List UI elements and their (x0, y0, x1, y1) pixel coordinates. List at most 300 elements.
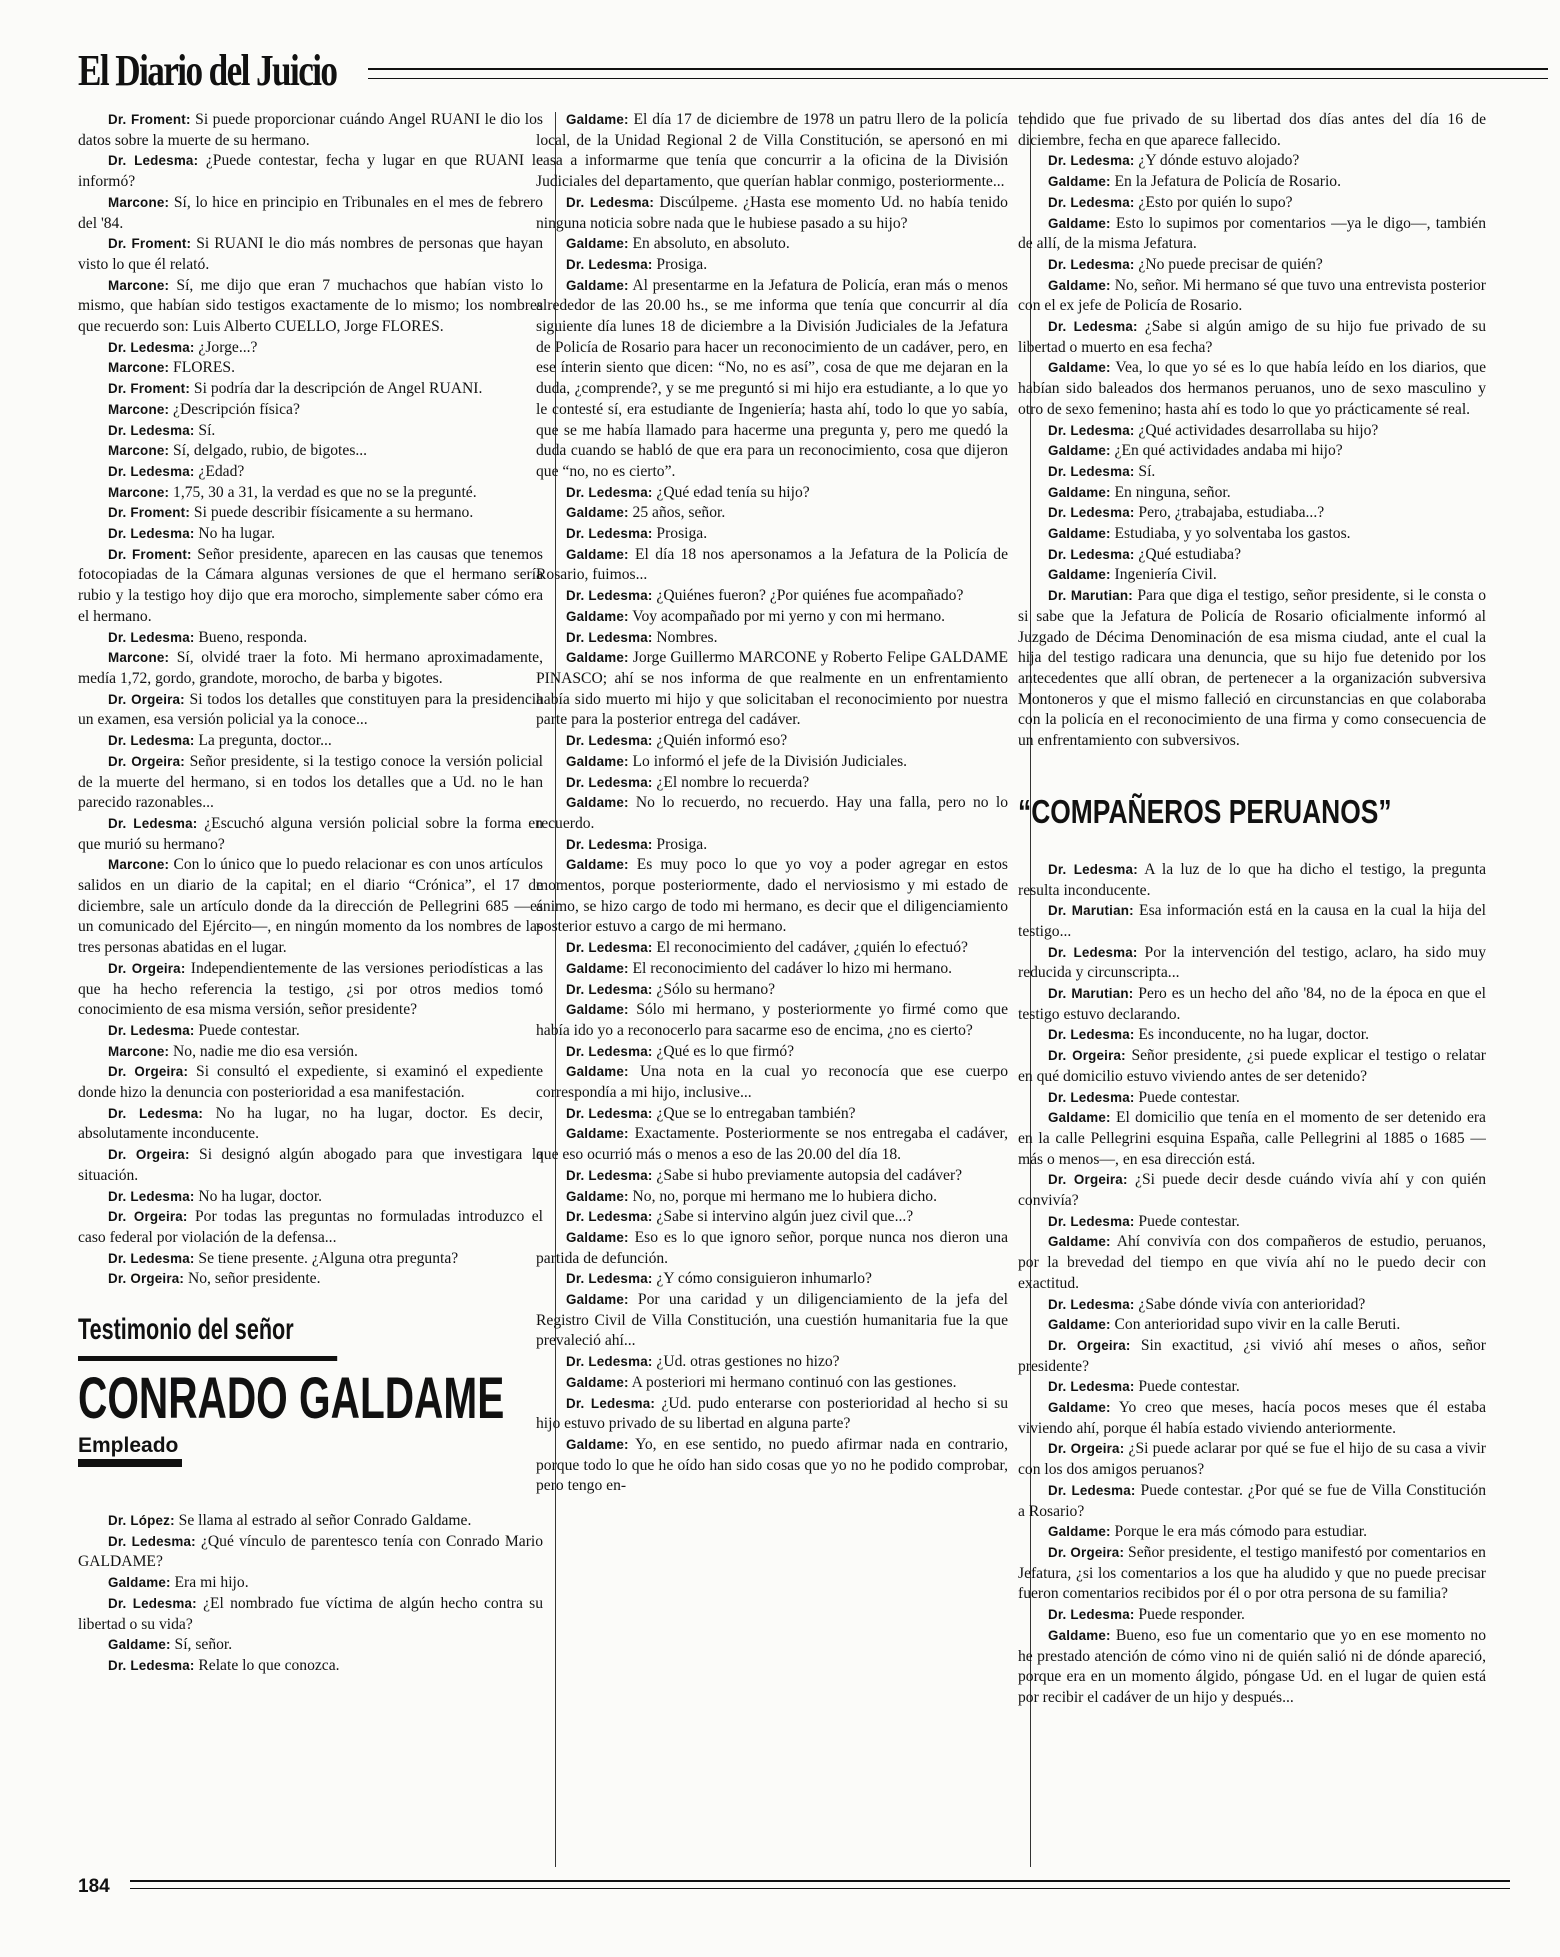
speaker-name: Dr. Orgeira: (1048, 1172, 1128, 1188)
dialogue-line (78, 1269, 543, 1290)
speaker-name: Dr. Ledesma: (108, 463, 195, 479)
dialogue-line (1018, 214, 1486, 255)
dialogue-line (536, 1435, 1008, 1497)
dialogue-text: No, nadie me dio esa versión. (173, 1042, 358, 1060)
dialogue-text: Prosiga. (656, 835, 708, 853)
dialogue-text: Jorge Guillermo MARCONE y Roberto Felipe GALDAME PINASCO; ahí se nos informa de que realmente en un enfrentamiento había sido muerto mi hijo y que solicitaban el reconocimiento por nuestra parte para la posterior entrega del cadáver. (536, 649, 1008, 729)
dialogue-line (78, 483, 543, 504)
dialogue-line (536, 1352, 1008, 1373)
dialogue-text: Por la intervención del testigo, aclaro, ha sido muy reducida y circunscripta... (1018, 943, 1486, 982)
speaker-name: Galdame: (566, 1374, 629, 1390)
dialogue-text: Si todos los detalles que constituyen para la presidencia un examen, esa versión policial ya la conoce... (78, 690, 543, 729)
dialogue-line (536, 110, 1008, 193)
speaker-name: Dr. Ledesma: (108, 1105, 204, 1121)
dialogue-line (1018, 462, 1486, 483)
dialogue-line (1018, 545, 1486, 566)
speaker-name: Dr. Ledesma: (566, 940, 653, 956)
dialogue-line (536, 1269, 1008, 1290)
dialogue-line (78, 110, 543, 151)
dialogue-line (78, 752, 543, 814)
dialogue-text: Señor presidente, ¿si puede explicar el testigo o relatar en qué domicilio estuvo viviendo antes de ser detenido? (1018, 1047, 1486, 1085)
dialogue-line (536, 1000, 1008, 1041)
speaker-name: Galdame: (1048, 215, 1111, 231)
footer-rule (130, 1880, 1510, 1882)
dialogue-line (78, 1062, 543, 1103)
col3b-dialogue (1018, 860, 1486, 1709)
dialogue-text: ¿Sabe si intervino algún juez civil que...? (656, 1208, 914, 1226)
speaker-name: Galdame: (566, 1437, 629, 1452)
dialogue-text: Era mi hijo. (174, 1574, 249, 1592)
masthead (78, 46, 1548, 96)
speaker-name: Dr. Orgeira: (108, 960, 186, 976)
speaker-name: Galdame: (566, 236, 629, 252)
dialogue-text: Puede contestar. (1138, 1212, 1240, 1230)
dialogue-text: No, señor presidente. (187, 1270, 321, 1288)
dialogue-text: A posteriori mi hermano continuó con las gestiones. (631, 1373, 957, 1391)
speaker-name: Dr. Ledesma: (108, 815, 198, 831)
speaker-name: Galdame: (1048, 360, 1111, 376)
dialogue-text: ¿Ud. pudo enterarse con posterioridad al hecho si su hijo estuvo privado de su libertad en alguna parte? (536, 1394, 1008, 1433)
dialogue-text: ¿Qué actividades desarrollaba su hijo? (1138, 421, 1379, 439)
speaker-name: Dr. Ledesma: (566, 836, 653, 852)
dialogue-text: Si designó algún abogado para que investigara la situación. (78, 1146, 543, 1184)
dialogue-text: Bueno, responda. (198, 628, 308, 646)
dialogue-line (536, 1394, 1008, 1435)
dialogue-line (536, 234, 1008, 255)
dialogue-text: Ahí convivía con dos compañeros de estudio, peruanos, por la brevedad del tiempo en que vivía ahí no le puedo decir con exactitud. (1018, 1233, 1486, 1292)
speaker-name: Dr. Orgeira: (108, 1209, 188, 1225)
dialogue-line (536, 1104, 1008, 1125)
dialogue-text: El domicilio que tenía en el momento de ser detenido era en la calle Pellegrini esquina España, calle Pellegrini al 1885 o 1685 —más o menos—, en esa dirección está. (1018, 1109, 1486, 1168)
dialogue-line (1018, 1626, 1486, 1709)
speaker-name: Dr. Marutian: (1048, 986, 1134, 1002)
col1b-dialogue (78, 1511, 543, 1677)
speaker-name: Galdame: (1048, 443, 1111, 459)
dialogue-text: El día 17 de diciembre de 1978 un patru llero de la policía local, de la Unidad Regional 2 de Villa Constitución, se apersonó en mi casa a informarme que tenía que concurrir a la oficina de la División Judiciales del departamento, que querían hablar conmigo, posteriormente... (536, 111, 1008, 191)
dialogue-text: El reconocimiento del cadáver lo hizo mi hermano. (632, 959, 953, 977)
speaker-name: Dr. Ledesma: (1048, 1027, 1135, 1043)
dialogue-line (1018, 1398, 1486, 1439)
dialogue-line (536, 855, 1008, 938)
dialogue-line (78, 648, 543, 689)
speaker-name: Galdame: (566, 1229, 629, 1245)
dialogue-text: ¿Qué edad tenía su hijo? (656, 483, 810, 501)
dialogue-text: La pregunta, doctor... (198, 732, 332, 750)
dialogue-line (536, 1042, 1008, 1063)
speaker-name: Galdame: (1048, 1317, 1111, 1333)
speaker-name: Dr. Ledesma: (566, 526, 653, 542)
dialogue-text: Señor presidente, el testigo manifestó por comentarios en Jefatura, ¿si los comentarios a los que ha aludido y que no puede precisar fueron comentarios recibidos por él o por otra persona de su familia? (1018, 1544, 1486, 1603)
dialogue-line (1018, 1439, 1486, 1480)
dialogue-line (536, 980, 1008, 1001)
speaker-name: Dr. Froment: (108, 236, 192, 252)
dialogue-text: ¿Jorge...? (198, 338, 258, 356)
speaker-name: Galdame: (108, 1637, 171, 1653)
speaker-name: Dr. Ledesma: (108, 1533, 196, 1549)
dialogue-line (1018, 901, 1486, 942)
speaker-name: Dr. Ledesma: (108, 1188, 195, 1204)
speaker-name: Galdame: (108, 1575, 171, 1591)
speaker-name: Dr. Ledesma: (1048, 319, 1138, 335)
dialogue-text: Lo informó el jefe de la División Judiciales. (632, 752, 908, 770)
dialogue-text: El día 18 nos apersonamos a la Jefatura de la Policía de Rosario, fuimos... (536, 545, 1008, 584)
speaker-name: Dr. Ledesma: (1048, 546, 1135, 562)
dialogue-line (536, 938, 1008, 959)
speaker-name: Galdame: (566, 546, 629, 562)
speaker-name: Dr. Ledesma: (566, 1271, 653, 1287)
dialogue-text: No, señor. Mi hermano sé que tuvo una entrevista posterior con el ex jefe de Policía de Rosario. (1018, 276, 1486, 315)
dialogue-text: Si puede describir físicamente a su hermano. (193, 504, 474, 522)
col2-dialogue (536, 110, 1008, 1497)
dialogue-text: ¿Si puede aclarar por qué se fue el hijo de su casa a vivir con los dos amigos peruanos? (1018, 1440, 1486, 1479)
dialogue-text: ¿En qué actividades andaba mi hijo? (1114, 442, 1343, 460)
dialogue-line (1018, 1605, 1486, 1626)
dialogue-line (536, 193, 1008, 234)
dialogue-text: Es inconducente, no ha lugar, doctor. (1138, 1026, 1370, 1044)
speaker-name: Dr. Orgeira: (1048, 1441, 1125, 1457)
dialogue-text: ¿Esto por quién lo supo? (1138, 193, 1293, 211)
dialogue-line (78, 1042, 543, 1063)
dialogue-text: En ninguna, señor. (1114, 483, 1231, 501)
col3-dialogue (1018, 110, 1486, 752)
dialogue-line (1018, 1088, 1486, 1109)
dialogue-line (78, 731, 543, 752)
speaker-name: Dr. Ledesma: (566, 1395, 656, 1411)
dialogue-text: No ha lugar, doctor. (198, 1187, 323, 1205)
dialogue-line (1018, 483, 1486, 504)
dialogue-line (78, 234, 543, 275)
dialogue-text: En absoluto, en absoluto. (632, 235, 790, 253)
speaker-name: Dr. Ledesma: (108, 1658, 195, 1673)
speaker-name: Galdame: (1048, 1524, 1111, 1540)
speaker-name: Dr. Ledesma: (566, 256, 653, 272)
dialogue-line (1018, 441, 1486, 462)
speaker-name: Galdame: (566, 650, 629, 666)
dialogue-line (536, 483, 1008, 504)
speaker-name: Dr. Orgeira: (1048, 1048, 1126, 1064)
dialogue-line (536, 1373, 1008, 1394)
dialogue-text: Porque le era más cómodo para estudiar. (1114, 1523, 1367, 1541)
speaker-name: Dr. Ledesma: (566, 1043, 653, 1059)
dialogue-line (1018, 524, 1486, 545)
dialogue-text: ¿Edad? (198, 462, 245, 480)
dialogue-line (1018, 503, 1486, 524)
dialogue-line (1018, 984, 1486, 1025)
dialogue-line (536, 524, 1008, 545)
section-subhead: “COMPAÑEROS PERUANOS” (1018, 792, 1392, 830)
dialogue-line (78, 1104, 543, 1145)
dialogue-line (78, 1145, 543, 1186)
dialogue-text: Yo, en ese sentido, no puedo afirmar nada en contrario, porque todo lo que he oído han sido cosas que yo no he podido comprobar, pero tengo en- (536, 1436, 1008, 1495)
dialogue-line (78, 1511, 543, 1532)
speaker-name: Dr. Ledesma: (566, 981, 653, 997)
dialogue-line (1018, 358, 1486, 420)
speaker-name: Dr. Orgeira: (1048, 1337, 1131, 1353)
speaker-name: Dr. Ledesma: (108, 1022, 195, 1038)
speaker-name: Marcone: (108, 360, 170, 376)
dialogue-line (1018, 1170, 1486, 1211)
speaker-name: Galdame: (566, 1002, 629, 1018)
dialogue-line (1018, 255, 1486, 276)
dialogue-text: Exactamente. Posteriormente se nos entregaba el cadáver, que eso ocurrió más o menos a eso de las 20.00 del día 18. (536, 1125, 1008, 1164)
dialogue-line (78, 462, 543, 483)
dialogue-line (78, 1573, 543, 1594)
dialogue-line (536, 731, 1008, 752)
dialogue-text: Sí. (1138, 462, 1156, 480)
speaker-name: Dr. Ledesma: (1048, 256, 1135, 272)
speaker-name: Dr. Ledesma: (1048, 153, 1135, 169)
speaker-name: Marcone: (108, 484, 170, 500)
speaker-name: Galdame: (1048, 174, 1111, 190)
dialogue-text: No ha lugar, no ha lugar, doctor. Es decir, absolutamente inconducente. (78, 1104, 543, 1143)
speaker-name: Dr. Ledesma: (1048, 944, 1138, 960)
speaker-name: Dr. Ledesma: (1048, 861, 1138, 877)
dialogue-text: No ha lugar. (198, 525, 276, 543)
dialogue-line (536, 1166, 1008, 1187)
dialogue-line (78, 193, 543, 234)
dialogue-text: ¿Sabe si algún amigo de su hijo fue privado de su libertad o muerto en esa fecha? (1018, 318, 1486, 356)
speaker-name: Dr. Ledesma: (1048, 422, 1135, 438)
dialogue-line (78, 151, 543, 192)
speaker-name: Marcone: (108, 1043, 170, 1059)
col1-dialogue (78, 110, 543, 1290)
dialogue-text: Sí, señor. (174, 1636, 233, 1654)
speaker-name: Dr. Ledesma: (1048, 1482, 1136, 1498)
dialogue-text: Señor presidente, aparecen en las causas que tenemos fotocopiadas de la Cámara algunas versiones de que el hermano sería rubio y la testigo hoy dijo que era morocho, simplemente saber cómo era el hermano. (78, 545, 543, 625)
dialogue-line (78, 1656, 543, 1677)
dialogue-line (1018, 1025, 1486, 1046)
speaker-name: Dr. Ledesma: (1048, 1296, 1135, 1312)
dialogue-text: ¿Y cómo consiguieron inhumarlo? (656, 1270, 872, 1288)
speaker-name: Galdame: (1048, 1627, 1111, 1643)
dialogue-text: Sí, me dijo que eran 7 muchachos que habían visto lo mismo, que habían sido testigos exactamente de lo mismo; los nombres que recuerdo son: Luis Alberto CUELLO, Jorge FLORES. (78, 276, 543, 336)
speaker-name: Dr. Orgeira: (108, 753, 185, 769)
speaker-name: Galdame: (566, 753, 629, 769)
dialogue-line (78, 1207, 543, 1248)
speaker-name: Galdame: (566, 960, 629, 976)
dialogue-text: No lo recuerdo, no recuerdo. Hay una falla, pero no lo recuerdo. (536, 794, 1008, 832)
dialogue-line (1018, 565, 1486, 586)
speaker-name: Dr. Marutian: (1048, 588, 1133, 604)
dialogue-line (536, 648, 1008, 731)
speaker-name: Dr. Ledesma: (1048, 505, 1135, 521)
dialogue-text: Vea, lo que yo sé es lo que había leído en los diarios, que habían sido baleados dos hermanos peruanos, uno de sexo masculino y otro de sexo femenino; hasta ahí es todo lo que yo prácticamente sé real. (1018, 359, 1486, 418)
speaker-name: Dr. Marutian: (1048, 903, 1134, 919)
speaker-name: Dr. Orgeira: (108, 1147, 190, 1163)
dialogue-text: 25 años, señor. (632, 504, 726, 522)
dialogue-line (78, 524, 543, 545)
dialogue-line (1018, 943, 1486, 984)
masthead-rule-thin (368, 78, 1548, 79)
speaker-name: Dr. Ledesma: (108, 629, 195, 645)
dialogue-line (536, 276, 1008, 483)
speaker-name: Galdame: (566, 608, 629, 624)
speaker-name: Dr. López: (108, 1513, 175, 1529)
speaker-name: Dr. Ledesma: (566, 588, 653, 604)
speaker-name: Dr. Ledesma: (566, 484, 653, 500)
speaker-name: Dr. Ledesma: (1048, 1089, 1135, 1105)
dialogue-text: Independientemente de las versiones periodísticas a las que ha hecho referencia la testigo, ¿si por otros medios tomó conocimiento de esa misma versión, señor presidente? (78, 959, 543, 1019)
masthead-rule (368, 68, 1548, 70)
speaker-name: Galdame: (566, 505, 629, 521)
dialogue-text: Si puede proporcionar cuándo Angel RUANI le dio los datos sobre la muerte de su hermano. (78, 111, 543, 149)
dialogue-line (1018, 172, 1486, 193)
dialogue-line (78, 503, 543, 524)
speaker-name: Dr. Froment: (108, 505, 191, 521)
speaker-name: Galdame: (566, 112, 629, 127)
dialogue-line (1018, 1108, 1486, 1170)
speaker-name: Galdame: (1048, 1400, 1111, 1416)
masthead-title: El Diario del Juicio (78, 46, 337, 95)
dialogue-text: En la Jefatura de Policía de Rosario. (1114, 173, 1341, 191)
dialogue-line (536, 503, 1008, 524)
dialogue-line (536, 1187, 1008, 1208)
dialogue-line (1018, 1543, 1486, 1605)
dialogue-line (78, 1594, 543, 1635)
dialogue-text: ¿Y dónde estuvo alojado? (1138, 152, 1300, 170)
dialogue-text: Eso es lo que ignoro señor, porque nunca nos dieron una partida de defunción. (536, 1228, 1008, 1267)
dialogue-text: Relate lo que conozca. (198, 1657, 340, 1674)
speaker-name: Dr. Ledesma: (566, 1167, 653, 1183)
dialogue-line (1018, 1377, 1486, 1398)
dialogue-line (536, 959, 1008, 980)
dialogue-text: ¿Puede contestar, fecha y lugar en que RUANI le informó? (78, 152, 543, 191)
dialogue-text: Si RUANI le dio más nombres de personas que hayan visto lo que él relató. (78, 235, 543, 273)
dialogue-text: Sólo mi hermano, y posteriormente yo firmé como que había ido yo a reconocerlo para sacarme eso de encima, ¿no es cierto? (536, 1001, 1008, 1039)
dialogue-text: Con anterioridad supo vivir en la calle Beruti. (1114, 1316, 1401, 1334)
dialogue-text: Si consultó el expediente, si examinó el expediente donde hizo la denuncia con posterioridad a esa manifestación. (78, 1063, 543, 1102)
speaker-name: Dr. Ledesma: (1048, 1607, 1135, 1623)
dialogue-text: Sí, lo hice en principio en Tribunales en el mes de febrero del '84. (78, 193, 543, 232)
dialogue-line (78, 379, 543, 400)
speaker-name: Marcone: (108, 194, 170, 210)
dialogue-line (536, 1207, 1008, 1228)
speaker-name: Marcone: (108, 401, 170, 417)
dialogue-text: Ingeniería Civil. (1114, 566, 1217, 584)
dialogue-line (536, 628, 1008, 649)
dialogue-text: Para que diga el testigo, señor presidente, si le consta o si sabe que la Jefatura de Policía de Rosario oficialmente informó al Juzgado de Décima Denominación de esa misma ciudad, ante el cual la hija del testigo radicara una denuncia, que su hijo fue detenido por los antecedentes que allí obran, de pertenecer a la organización subversiva Montoneros y que el mismo falleció en circunstancias en que colaboraba con la policía en el reconocimiento de una firma y como consecuencia de un enfrentamiento con subversivos. (1018, 587, 1486, 750)
dialogue-line (78, 338, 543, 359)
dialogue-text: ¿Si puede decir desde cuándo vivía ahí y con quién convivía? (1018, 1171, 1486, 1210)
speaker-name: Dr. Orgeira: (108, 1271, 185, 1287)
speaker-name: Galdame: (1048, 277, 1111, 293)
dialogue-line (1018, 860, 1486, 901)
dialogue-text: ¿El nombre lo recuerda? (656, 773, 810, 791)
dialogue-text: A la luz de lo que ha dicho el testigo, la pregunta resulta inconducente. (1018, 860, 1486, 899)
dialogue-line (1018, 1046, 1486, 1087)
dialogue-text: Una nota en la cual yo reconocía que ese cuerpo correspondía a mi hijo, inclusive... (536, 1063, 1008, 1102)
dialogue-text: Puede responder. (1138, 1606, 1245, 1624)
dialogue-text: Sí. (198, 421, 216, 439)
dialogue-text: Prosiga. (656, 525, 708, 543)
speaker-name: Galdame: (566, 1188, 629, 1204)
dialogue-text: ¿Quién informó eso? (656, 732, 788, 750)
dialogue-text: ¿Ud. otras gestiones no hizo? (656, 1353, 840, 1371)
dialogue-line (78, 1021, 543, 1042)
dialogue-line (78, 1635, 543, 1656)
dialogue-line (1018, 1315, 1486, 1336)
speaker-name: Dr. Ledesma: (566, 194, 654, 210)
dialogue-text: El reconocimiento del cadáver, ¿quién lo efectuó? (656, 939, 968, 957)
dialogue-text: Puede contestar. (1138, 1378, 1240, 1396)
speaker-name: Galdame: (1048, 567, 1111, 583)
dialogue-text: Nombres. (656, 628, 718, 646)
dialogue-line (1018, 1295, 1486, 1316)
dialogue-text: 1,75, 30 a 31, la verdad es que no se la pregunté. (173, 483, 477, 501)
speaker-name: Dr. Ledesma: (566, 1354, 653, 1370)
dialogue-text: Puede contestar. ¿Por qué se fue de Villa Constitución a Rosario? (1018, 1481, 1486, 1520)
speaker-name: Dr. Ledesma: (108, 526, 195, 542)
dialogue-text: Esa información está en la causa en la cual la hija del testigo... (1018, 902, 1486, 940)
footer-rule-thin (130, 1888, 1510, 1889)
dialogue-line (1018, 317, 1486, 358)
speaker-name: Dr. Ledesma: (1048, 194, 1135, 210)
dialogue-line (536, 1124, 1008, 1165)
dialogue-line (78, 358, 543, 379)
dialogue-text: Se tiene presente. ¿Alguna otra pregunta? (198, 1249, 459, 1267)
dialogue-text: ¿Qué vínculo de parentesco tenía con Conrado Mario GALDAME? (78, 1532, 543, 1571)
dialogue-line (78, 400, 543, 421)
speaker-name: Dr. Ledesma: (1048, 463, 1135, 479)
speaker-name: Dr. Ledesma: (566, 1105, 653, 1121)
dialogue-text: Prosiga. (656, 255, 708, 273)
dialogue-text: Voy acompañado por mi yerno y con mi hermano. (632, 607, 946, 625)
speaker-name: Dr. Ledesma: (108, 733, 195, 749)
dialogue-line (78, 276, 543, 338)
dialogue-text: ¿No puede precisar de quién? (1138, 255, 1323, 273)
dialogue-line (536, 1062, 1008, 1103)
dialogue-line (536, 773, 1008, 794)
dialogue-text: Bueno, eso fue un comentario que yo en ese momento no he prestado atención de cómo vino ni de quién salió ni de dónde apareció, porque era en un momento álgido, póngase Ud. en el lugar de quien está por recibir el cadáver de un hijo y después... (1018, 1626, 1486, 1706)
speaker-name: Galdame: (1048, 1234, 1111, 1250)
dialogue-text: Con lo único que lo puedo relacionar es con unos artículos salidos en un diario de la capital; en el diario “Crónica”, el 17 de diciembre, sale un artículo donde da la dirección de Pellegrini 685 —es un comunicado del Ejército—, en ningún momento da los nombres de las tres personas abatidas en el lugar. (78, 856, 543, 957)
dialogue-line (78, 628, 543, 649)
dialogue-line (78, 1249, 543, 1270)
dialogue-line (1018, 1481, 1486, 1522)
dialogue-line (1018, 1522, 1486, 1543)
speaker-name: Dr. Ledesma: (566, 733, 653, 749)
speaker-name: Galdame: (566, 857, 629, 873)
speaker-name: Dr. Ledesma: (1048, 1213, 1135, 1229)
dialogue-line (536, 793, 1008, 834)
dialogue-text: ¿Qué es lo que firmó? (656, 1042, 795, 1060)
dialogue-text: Estudiaba, y yo solventaba los gastos. (1114, 525, 1351, 543)
dialogue-line (78, 1532, 543, 1573)
speaker-name: Dr. Orgeira: (108, 691, 185, 707)
speaker-name: Dr. Ledesma: (108, 153, 199, 169)
dialogue-line (536, 255, 1008, 276)
speaker-name: Dr. Ledesma: (566, 629, 653, 645)
dialogue-text: No, no, porque mi hermano me lo hubiera dicho. (632, 1187, 937, 1205)
dialogue-text: Sí, olvidé traer la foto. Mi hermano aproximadamente, medía 1,72, gordo, grandote, morocho, de barba y bigotes. (78, 649, 543, 687)
dialogue-line (78, 814, 543, 855)
dialogue-text: Sin exactitud, ¿si vivió ahí meses o años, señor presidente? (1018, 1336, 1486, 1375)
dialogue-text: tendido que fue privado de su libertad dos días antes del día 16 de diciembre, fecha en que aparece fallecido. (1018, 111, 1486, 149)
dialogue-line (1018, 1232, 1486, 1294)
speaker-name: Marcone: (108, 277, 170, 293)
dialogue-line (536, 1290, 1008, 1352)
dialogue-text: Por todas las preguntas no formuladas introduzco el caso federal por violación de la defensa... (78, 1208, 543, 1246)
dialogue-line (536, 545, 1008, 586)
dialogue-text: Por una caridad y un diligenciamiento de la jefa del Registro Civil de Villa Constitución, una cuestión humanitaria fue la que prevaleció ahí... (536, 1291, 1008, 1350)
dialogue-line (1018, 276, 1486, 317)
speaker-name: Dr. Orgeira: (108, 1064, 189, 1080)
dialogue-text: ¿Descripción física? (173, 400, 300, 418)
speaker-name: Marcone: (108, 443, 170, 459)
dialogue-line (78, 441, 543, 462)
page-number: 184 (78, 1876, 110, 1897)
dialogue-line (1018, 110, 1486, 151)
